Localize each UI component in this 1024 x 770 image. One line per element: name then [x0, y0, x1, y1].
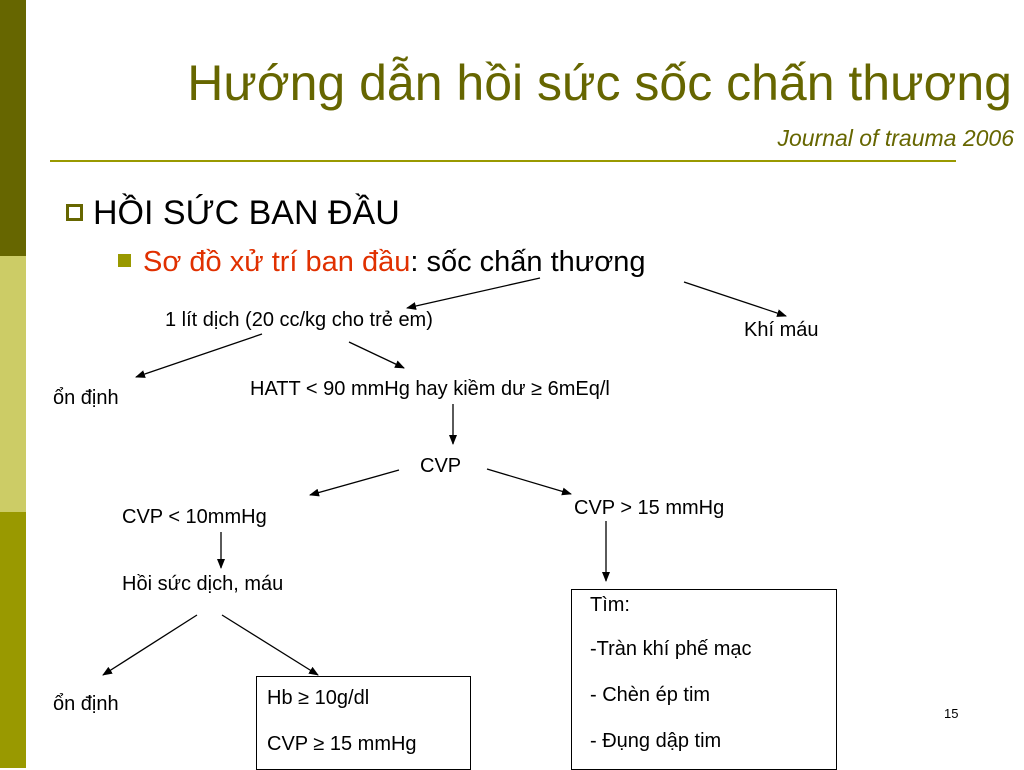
find-box-line-3: - Chèn ép tim — [590, 684, 711, 706]
arrow-to-cvp-high — [487, 469, 571, 494]
arrow-to-hb-box — [222, 615, 318, 675]
hb-box-line-1: Hb ≥ 10g/dl — [267, 687, 370, 709]
hb-box-line-2: CVP ≥ 15 mmHg — [267, 733, 417, 755]
arrow-to-fluid — [407, 278, 540, 308]
node-hatt: HATT < 90 mmHg hay kiềm dư ≥ 6mEq/l — [250, 378, 610, 400]
slide-subtitle: Journal of trauma 2006 — [777, 125, 1014, 151]
node-cvp-low: CVP < 10mmHg — [122, 506, 267, 528]
bullet-level-1-text: HỒI SỨC BAN ĐẦU — [93, 194, 400, 232]
node-resus: Hồi sức dịch, máu — [122, 573, 284, 595]
arrow-to-hatt — [349, 342, 404, 368]
node-fluid: 1 lít dịch (20 cc/kg cho trẻ em) — [165, 309, 433, 331]
arrow-to-cvp-low — [310, 470, 399, 495]
node-cvp: CVP — [420, 455, 462, 477]
node-cvp-high: CVP > 15 mmHg — [574, 497, 725, 519]
node-stable-1: ổn định — [53, 387, 119, 409]
find-box-line-4: - Đụng dập tim — [590, 730, 722, 752]
node-find-box — [571, 589, 837, 770]
node-stable-2: ổn định — [53, 693, 119, 715]
arrow-to-blood-gas — [684, 282, 786, 316]
bullet-highlight-text: Sơ đồ xử trí ban đầu — [143, 246, 411, 278]
bullet-rest-text: : sốc chấn thương — [410, 246, 646, 278]
arrow-to-stable-2 — [103, 615, 197, 675]
page-number: 15 — [944, 706, 959, 721]
find-box-line-1: Tìm: — [590, 594, 630, 616]
slide-title: Hướng dẫn hồi sức sốc chấn thương — [187, 55, 1012, 111]
node-hb-box — [256, 676, 471, 770]
node-blood-gas: Khí máu — [744, 319, 819, 341]
arrow-to-stable-1 — [136, 334, 262, 377]
find-box-line-2: -Tràn khí phế mạc — [590, 638, 752, 660]
